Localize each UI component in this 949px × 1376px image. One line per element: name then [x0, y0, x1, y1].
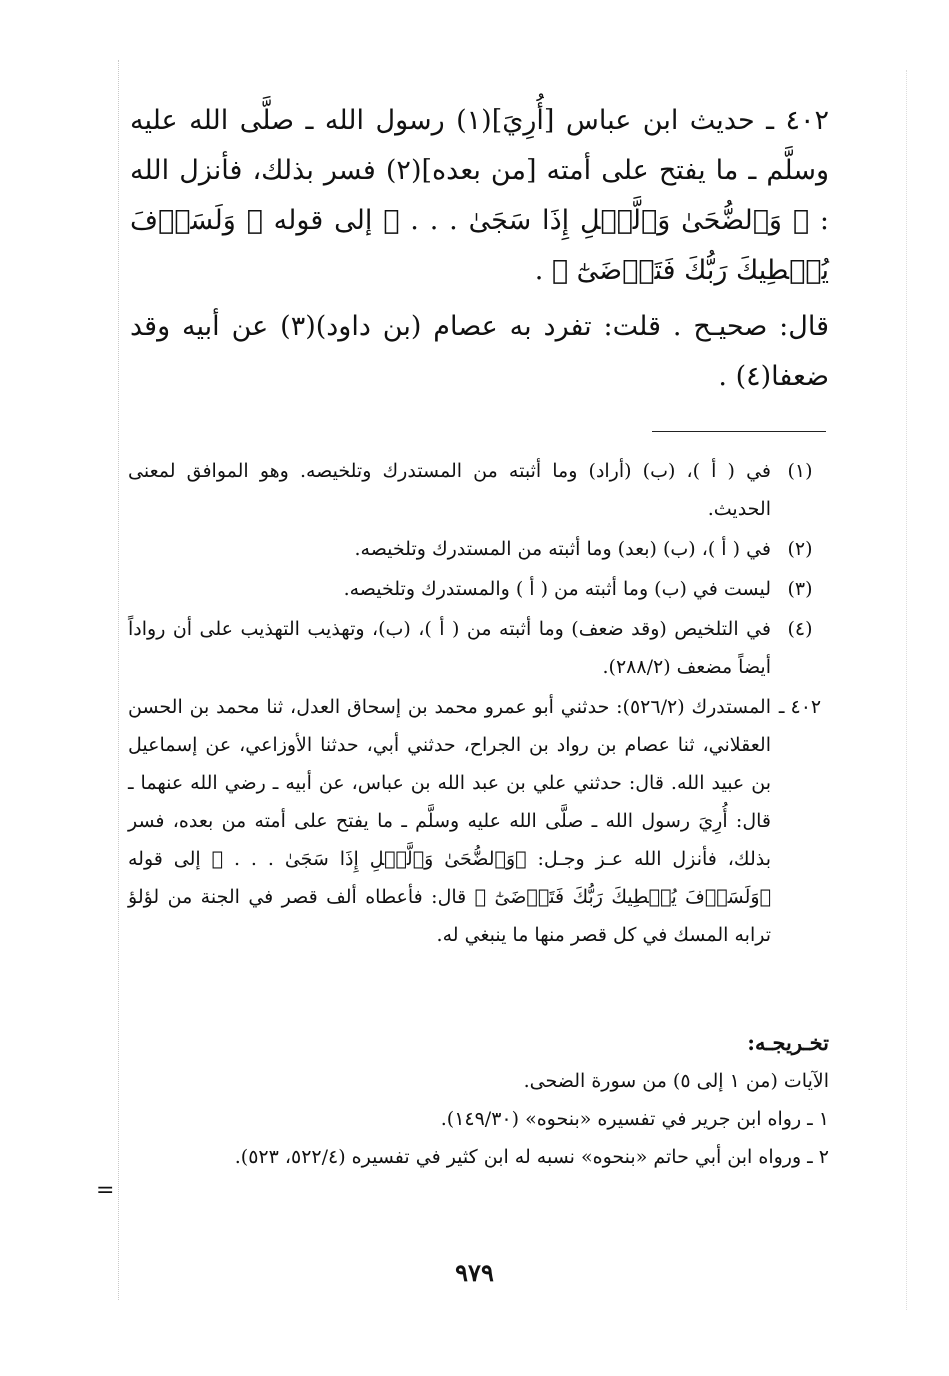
- footnote-text: في ( أ )، (ب) (بعد) وما أثبته من المستدرك وتلخيصه.: [354, 538, 771, 560]
- footnote-number: (٤): [787, 618, 813, 640]
- footnote-number: (١): [787, 460, 813, 482]
- hadith-paragraph: ٤٠٢ ـ حديث ابن عباس [أُرِيَ](١) رسول الله ـ صلَّى الله عليه وسلَّم ـ ما يفتح على أمته [من بعده](٢) فسر بذلك، فأنزل الله : ﴿ وَٱلضُّحَىٰ وَٱلَّيۡلِ إِذَا سَجَىٰ . . . ﴾ إلى قوله ﴿ وَلَسَوۡفَ يُعۡطِيكَ رَبُّكَ فَتَرۡضَىٰٓ ﴾ .: [130, 105, 829, 286]
- footnote-text: في التلخيص (وقد ضعف) وما أثبته من ( أ )، (ب)، وتهذيب التهذيب على أن رواداً أيضاً مضعف (٢٨٨/٢).: [128, 618, 771, 678]
- footnote-text: في ( أ )، (ب) (أراد) وما أثبته من المستدرك وتلخيصه. وهو الموافق لمعنى الحديث.: [128, 460, 771, 520]
- footnote-2: [128, 530, 829, 568]
- source-number: ٤٠٢ ـ: [778, 696, 822, 718]
- takhrij-heading: تخـريجـه:: [747, 1030, 829, 1055]
- footnote-text: ليست في (ب) وما أثبته من ( أ ) والمستدرك وتلخيصه.: [343, 578, 771, 600]
- source-note: [128, 688, 829, 954]
- footnote-4: [128, 610, 829, 686]
- footnote-1: [128, 452, 829, 528]
- source-text: المستدرك (٥٢٦/٢): حدثني أبو عمرو محمد بن إسحاق العدل، ثنا محمد بن الحسن العقلاني، ثنا عصام بن رواد بن الجراح، حدثني أبي، حدثنا الأوزاعي، عن إسماعيل بن عبيد الله. قال: حدثني علي بن عبد الله بن عباس، عن أبيه ـ رضي الله عنهما ـ قال: أُرِيَ رسول الله ـ صلَّى الله عليه وسلَّم ـ ما يفتح على أمته من بعده، فسر بذلك، فأنزل الله عـز وجـل: ﴿وَٱلضُّحَىٰ وَٱلَّيۡلِ إِذَا سَجَىٰ . . . ﴾ إلى قوله ﴿وَلَسَوۡفَ يُعۡطِيكَ رَبُّكَ فَتَرۡضَىٰٓ ﴾ قال: فأعطاه ألف قصر في الجنة من لؤلؤ ترابه المسك في كل قصر منها ما ينبغي له.: [128, 696, 771, 946]
- left-margin-line: [118, 60, 119, 1300]
- footnote-separator: [652, 431, 826, 432]
- right-margin-line: [906, 70, 907, 1310]
- takhrij-line: الآيات (من ١ إلى ٥) من سورة الضحى.: [523, 1070, 829, 1092]
- footnote-3: [128, 570, 829, 608]
- takhrij-line: ٢ ـ ورواه ابن أبي حاتم «بنحوه» نسبه له ابن كثير في تفسيره (٥٢٢/٤، ٥٢٣).: [234, 1146, 829, 1168]
- page-number: ٩٧٩: [455, 1258, 494, 1287]
- margin-mark: =: [96, 1178, 115, 1203]
- takhrij-section: [128, 1024, 829, 1176]
- footnote-number: (٣): [787, 578, 813, 600]
- takhrij-line: ١ ـ رواه ابن جرير في تفسيره «بنحوه» (١٤٩/٣٠).: [440, 1108, 829, 1130]
- main-text: [130, 96, 829, 402]
- comment-paragraph: قال: صحيـح . قلت: تفرد به عصام (بن داود)(٣) عن أبيه وقد ضعفا(٤) .: [130, 311, 829, 392]
- footnote-number: (٢): [787, 538, 813, 560]
